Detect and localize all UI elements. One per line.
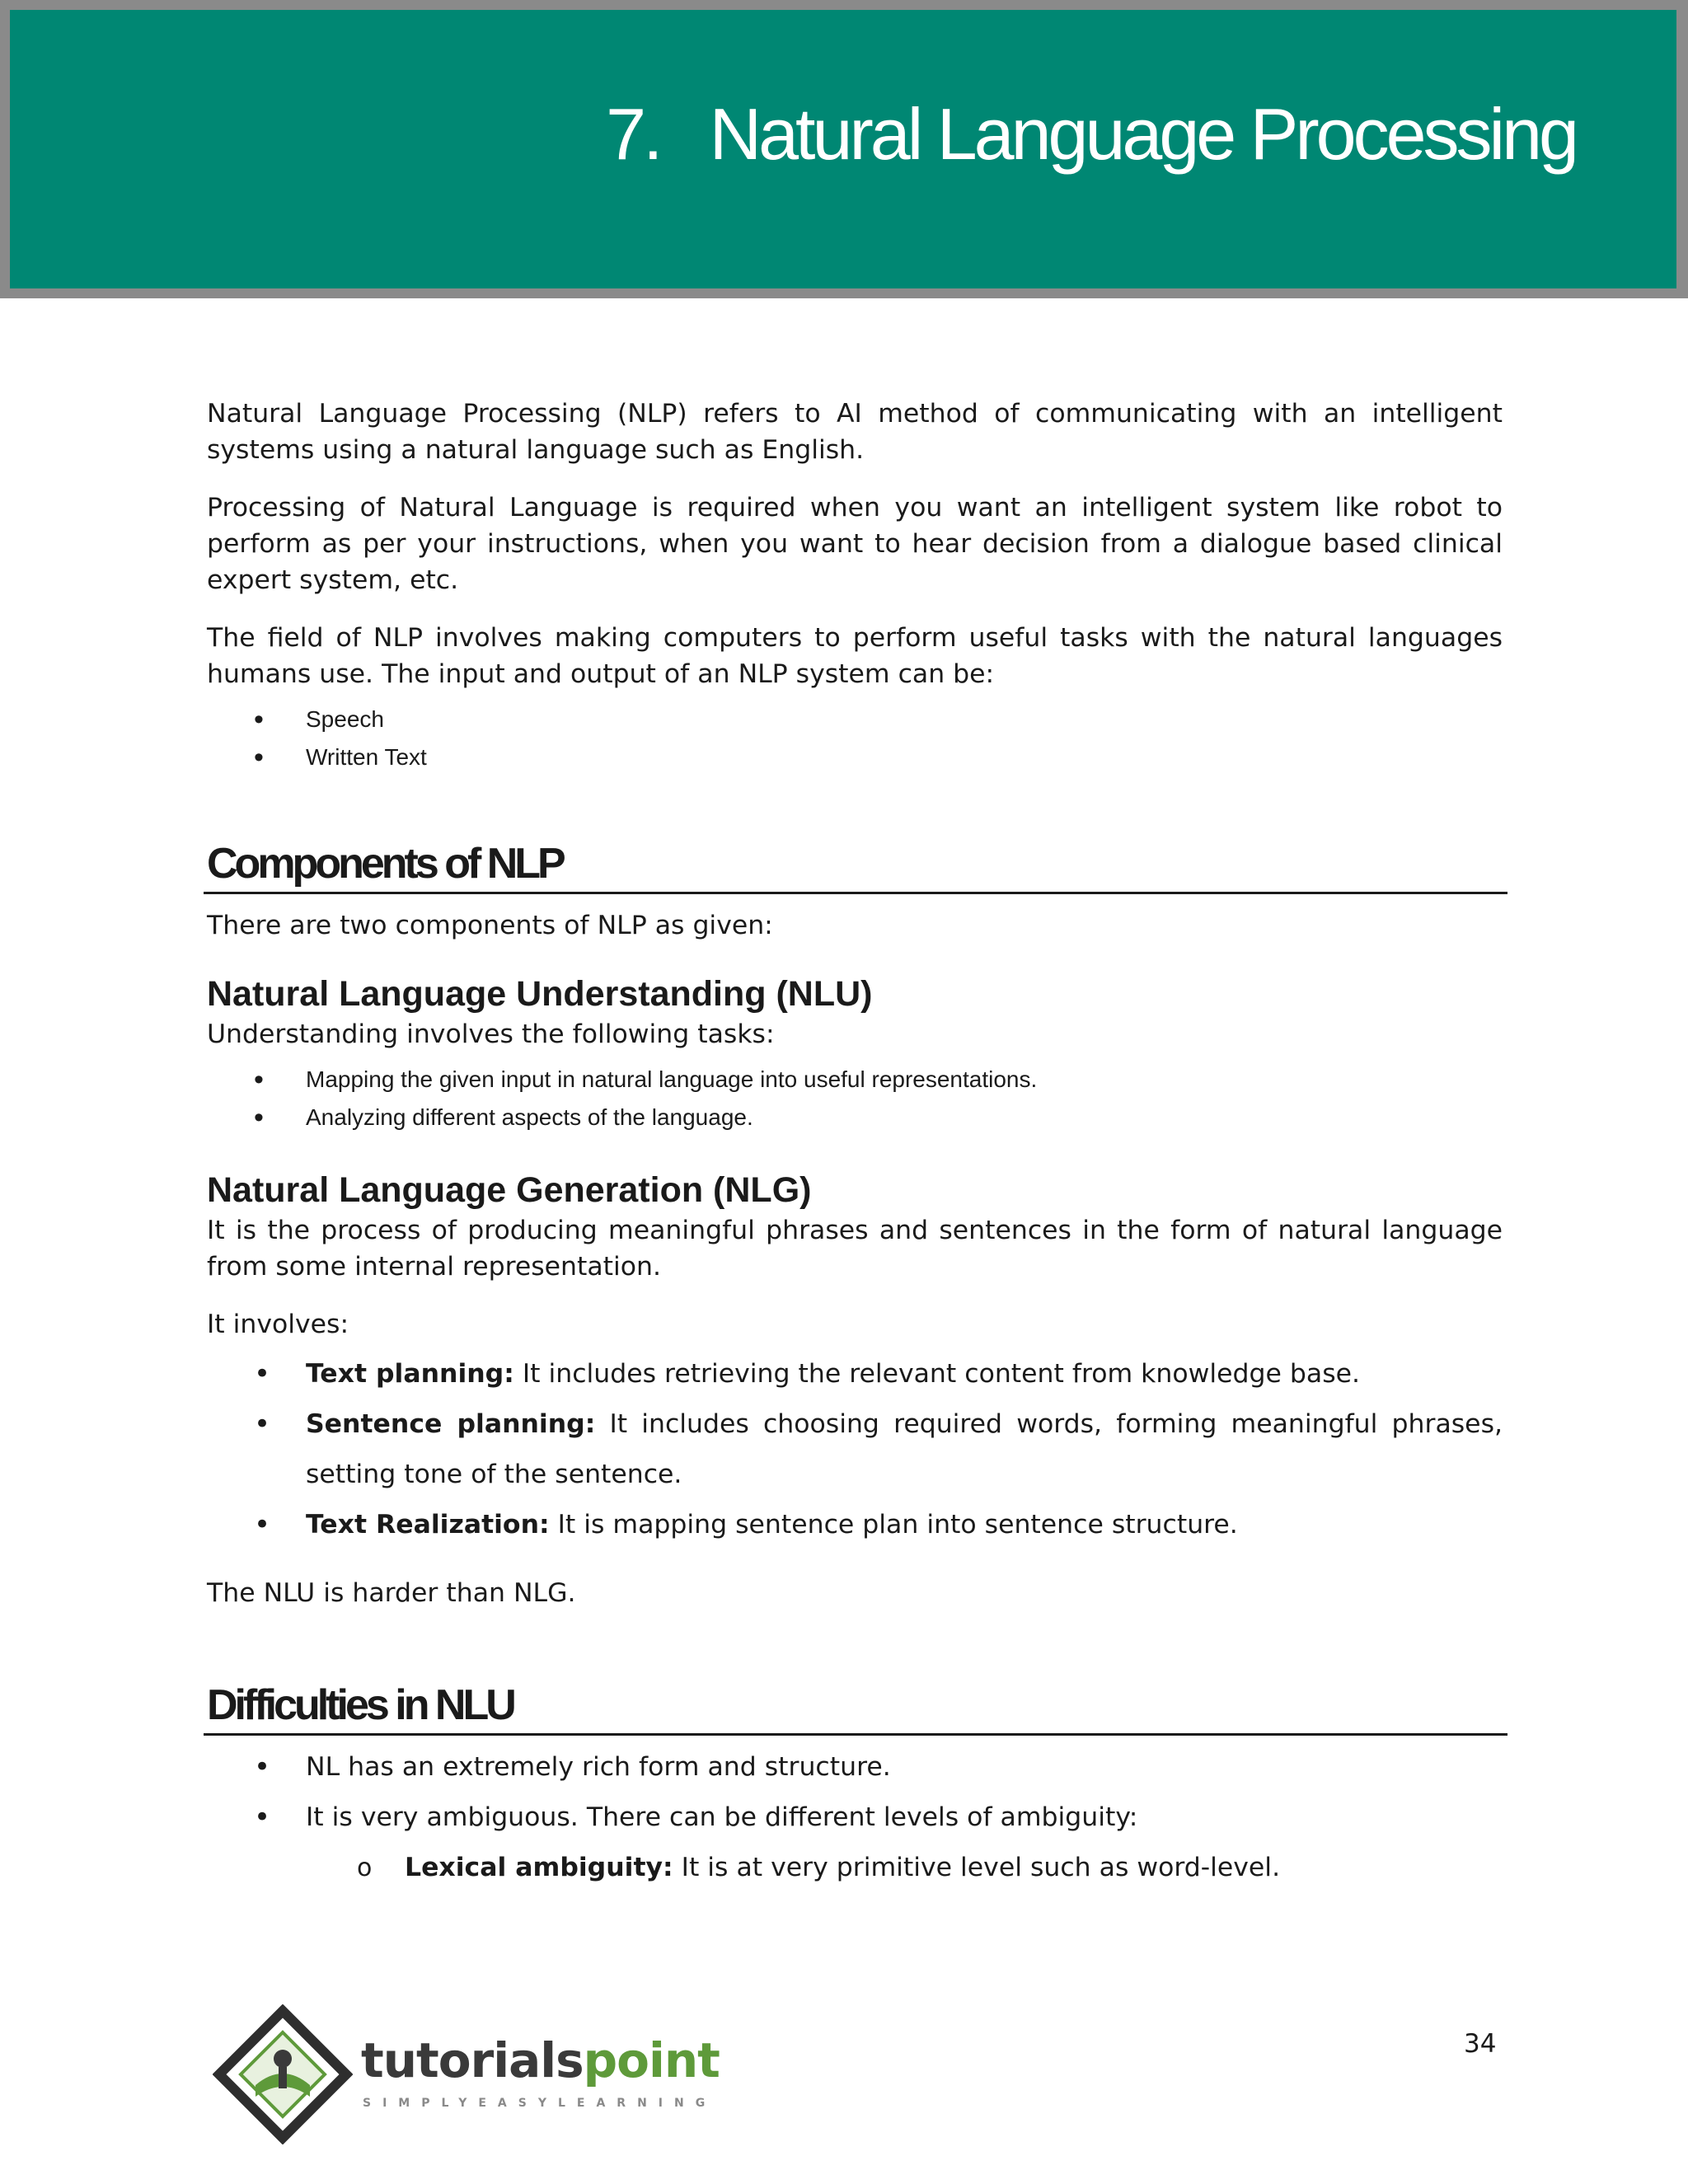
list-item: [207, 1399, 1503, 1500]
sub-list-item: [207, 1843, 1503, 1893]
subheading-nlg: Natural Language Generation (NLG): [207, 1170, 812, 1210]
logo-wordmark: [361, 2032, 720, 2088]
page-content: [207, 396, 1503, 1893]
term-description: It is at very primitive level such as word-level.: [673, 1853, 1281, 1882]
chapter-title: [606, 92, 1576, 176]
term-label: Sentence planning:: [306, 1409, 596, 1439]
intro-paragraph-2: Processing of Natural Language is required when you want an intelligent system like robot to perform as per your instructions, when you want to hear decision from a dialogue based clinical expert system, etc.: [207, 493, 1503, 595]
nlg-intro: It is the process of producing meaningful phrases and sentences in the form of natural language from some internal representation.: [207, 1216, 1503, 1282]
term-description: It is mapping sentence plan into sentence structure.: [549, 1510, 1238, 1540]
term-label: Text planning:: [306, 1359, 514, 1389]
page-number: 34: [1464, 2029, 1497, 2059]
chapter-banner: [0, 0, 1688, 298]
list-item: [207, 1500, 1503, 1550]
chapter-banner-fill: [10, 10, 1676, 288]
nlu-task-list: [207, 1061, 1503, 1137]
nlu-intro: Understanding involves the following tasks:: [207, 1019, 775, 1049]
logo-wordmark-accent: point: [583, 2032, 720, 2088]
nlg-conclusion: The NLU is harder than NLG.: [207, 1578, 576, 1608]
components-intro: There are two components of NLP as given:: [207, 911, 773, 940]
nlg-step-list: [207, 1349, 1503, 1550]
section-heading-difficulties: Difficulties in NLU: [204, 1680, 1507, 1736]
list-item: [207, 1349, 1503, 1399]
list-item: • NL has an extremely rich form and structure.: [207, 1742, 1503, 1793]
list-item: • It is very ambiguous. There can be different levels of ambiguity:: [207, 1793, 1503, 1843]
subheading-nlu: Natural Language Understanding (NLU): [207, 974, 873, 1014]
intro-paragraph-1: Natural Language Processing (NLP) refers to AI method of communicating with an intelligent systems using a natural language such as English.: [207, 399, 1503, 465]
io-list: [207, 701, 1503, 776]
chapter-title-text: Natural Language Processing: [709, 93, 1576, 175]
list-item: • Mapping the given input in natural language into useful representations.: [207, 1061, 1503, 1099]
term-label: Text Realization:: [306, 1510, 550, 1540]
logo-wordmark-main: tutorials: [361, 2032, 584, 2088]
term-description: It includes choosing required words, forming meaningful phrases, setting tone of the sentence.: [306, 1409, 1503, 1489]
logo-tagline: SIMPLYEASYLEARNING: [363, 2097, 717, 2110]
logo-diamond-icon: [213, 2004, 353, 2144]
chapter-number: 7.: [606, 93, 660, 175]
section-heading-components: Components of NLP: [204, 839, 1507, 894]
term-description: It includes retrieving the relevant content from knowledge base.: [513, 1359, 1361, 1389]
list-item: • Analyzing different aspects of the language.: [207, 1099, 1503, 1137]
nlg-involves: It involves:: [207, 1310, 349, 1339]
intro-paragraph-3: The field of NLP involves making computers to perform useful tasks with the natural languages humans use. The input and output of an NLP system can be:: [207, 623, 1503, 689]
difficulties-list: [207, 1742, 1503, 1893]
tutorialspoint-logo: [213, 2004, 740, 2144]
term-label: Lexical ambiguity:: [405, 1853, 673, 1882]
list-item: • Speech: [207, 701, 1503, 738]
list-item: • Written Text: [207, 738, 1503, 776]
